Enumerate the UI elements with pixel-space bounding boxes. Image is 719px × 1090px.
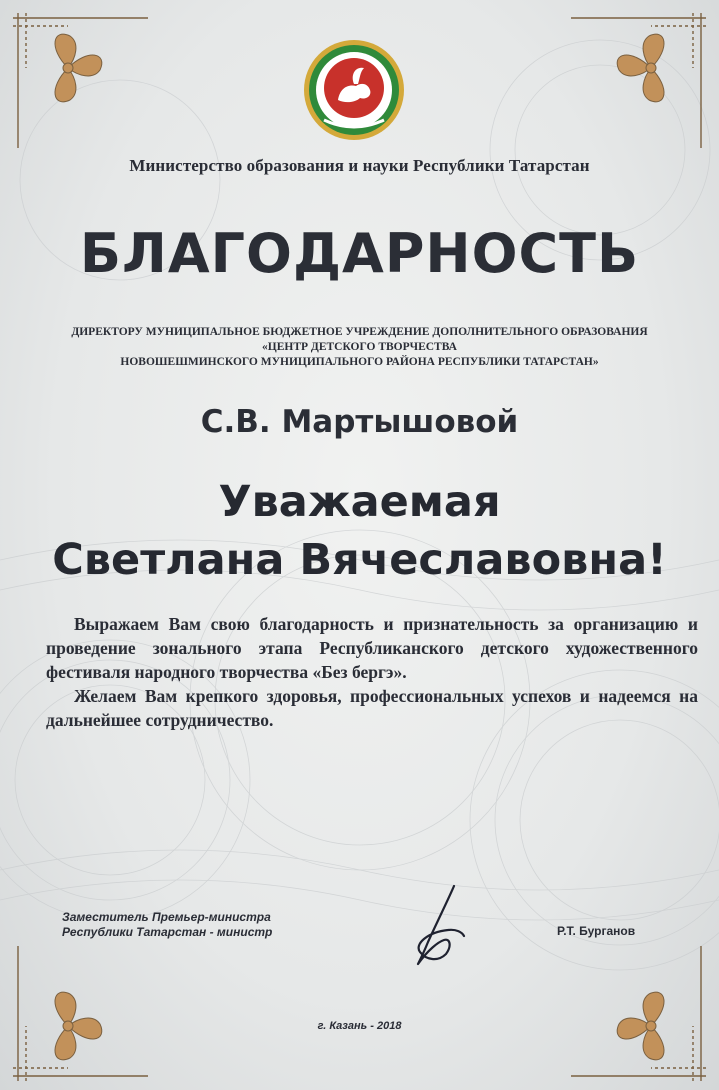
recipient-line-3: НОВОШЕШМИНСКОГО МУНИЦИПАЛЬНОГО РАЙОНА РЕСПУБЛИКИ ТАТАРСТАН» xyxy=(120,356,599,368)
document-title: БЛАГОДАРНОСТЬ xyxy=(79,222,640,285)
corner-ornament-top-left xyxy=(8,8,158,158)
salutation-line-2: Светлана Вячеславовна! xyxy=(52,535,667,585)
corner-ornament-top-right xyxy=(561,8,711,158)
salutation xyxy=(0,473,719,589)
recipient-line-2: «ЦЕНТР ДЕТСКОГО ТВОРЧЕСТВА xyxy=(262,341,457,353)
signer-title-line-1: Заместитель Премьер-министра xyxy=(62,910,271,924)
signer-name: Р.Т. Бурганов xyxy=(557,924,636,938)
body-text xyxy=(46,612,698,732)
body-paragraph-2: Желаем Вам крепкого здоровья, профессиональных успехов и надеемся на дальнейшее сотрудничество. xyxy=(46,686,698,730)
tatarstan-emblem-icon xyxy=(302,38,406,142)
corner-ornament-bottom-right xyxy=(561,936,711,1086)
handwritten-signature xyxy=(398,880,478,970)
recipient-name: С.В. Мартышовой xyxy=(200,404,519,440)
corner-ornament-bottom-left xyxy=(8,936,158,1086)
recipient-organization xyxy=(20,325,699,370)
ministry-name: Министерство образования и науки Республики Татарстан xyxy=(129,156,590,175)
salutation-line-1: Уважаемая xyxy=(218,477,501,527)
recipient-line-1: ДИРЕКТОРУ МУНИЦИПАЛЬНОЕ БЮДЖЕТНОЕ УЧРЕЖДЕНИЕ ДОПОЛНИТЕЛЬНОГО ОБРАЗОВАНИЯ xyxy=(71,326,648,338)
body-paragraph-1: Выражаем Вам свою благодарность и признательность за организацию и проведение зонального этапа Республиканского детского художественного фестиваля народного творчества «Без бергэ». xyxy=(46,614,698,682)
signer-title xyxy=(62,910,272,940)
signer-title-line-2: Республики Татарстан - министр xyxy=(62,925,273,939)
place-and-year: г. Казань - 2018 xyxy=(317,1020,402,1032)
